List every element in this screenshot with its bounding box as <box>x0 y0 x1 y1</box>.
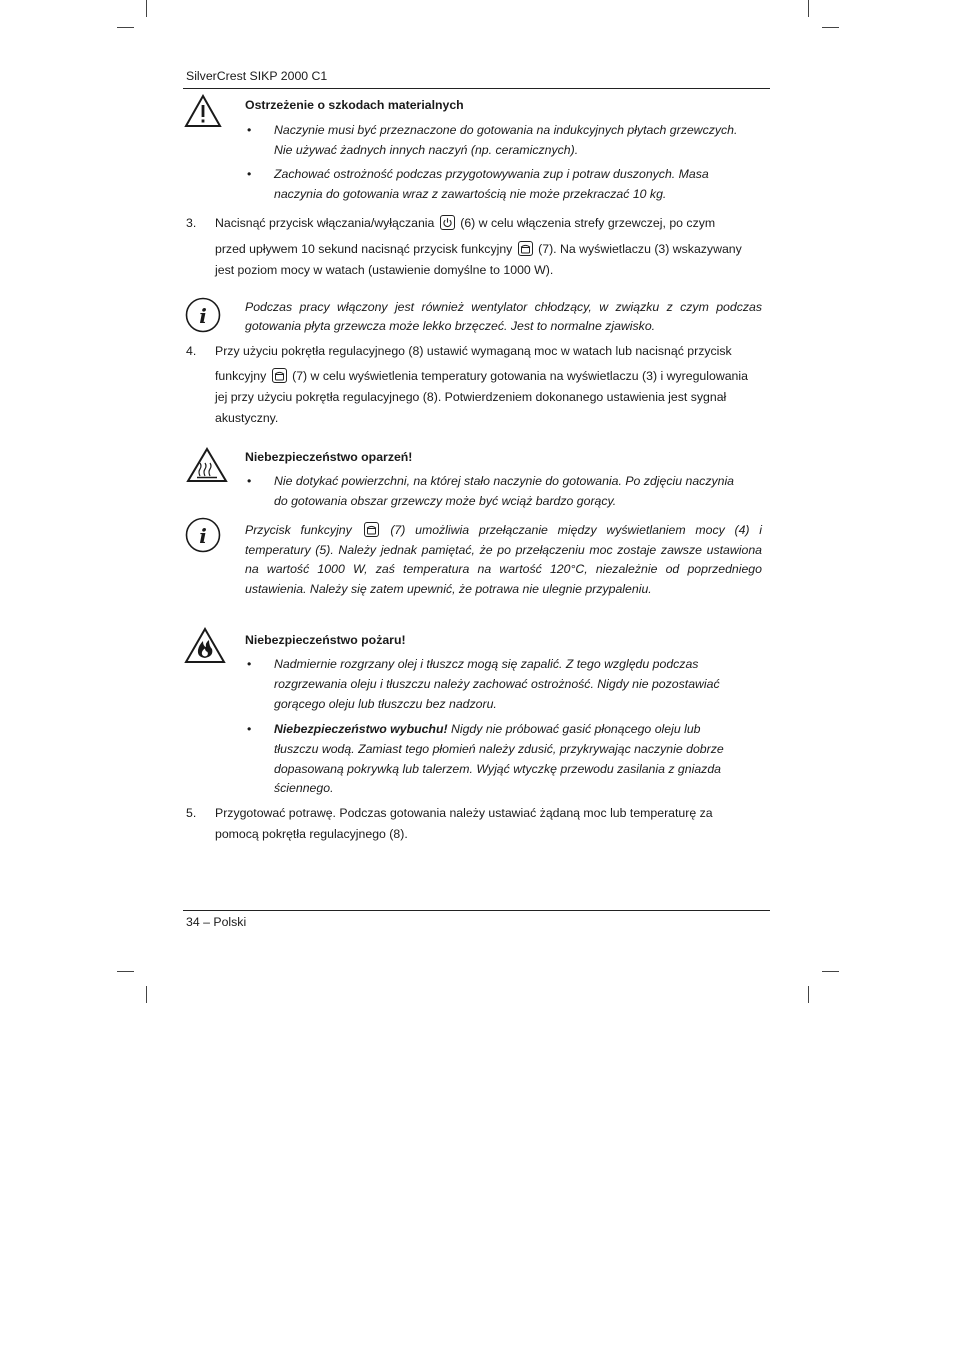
fire-warning-heading: Niebezpieczeństwo pożaru! <box>245 633 406 647</box>
info-text: gotowania płyta grzewcza może lekko brzęczeć. Jest to normalne zjawisko. <box>245 319 656 333</box>
step-number: 3. <box>186 216 197 230</box>
function-button-icon <box>364 522 379 537</box>
crop-mark <box>117 971 134 972</box>
page-footer <box>186 912 246 932</box>
info-text-part: (7) umożliwia przełączanie między wyświetlaniem mocy (4) i <box>390 523 763 537</box>
warning-triangle-icon <box>184 94 222 128</box>
svg-text:i: i <box>199 524 207 548</box>
fire-warning-text <box>274 719 701 739</box>
function-button-icon <box>272 368 287 383</box>
explosion-warning-label: Niebezpieczeństwo wybuchu! <box>274 722 448 736</box>
crop-mark <box>808 0 809 17</box>
step-text-part: (7). Na wyświetlaczu (3) wskazywany <box>538 242 742 256</box>
fire-warning-text: rozgrzewania oleju i tłuszczu należy zachować ostrożność. Nigdy nie pozostawiać <box>274 677 720 691</box>
info-icon <box>185 297 221 333</box>
step-number: 4. <box>186 344 197 358</box>
step-text-part: Nacisnąć przycisk włączania/wyłączania <box>215 216 435 230</box>
crop-mark <box>822 27 839 28</box>
step-text-part: (7) w celu wyświetlenia temperatury gotowania na wyświetlaczu (3) i wyregulowania <box>292 369 748 383</box>
bullet: • <box>247 474 252 488</box>
bullet: • <box>247 167 252 181</box>
step-number: 5. <box>186 806 197 820</box>
fire-warning-text: dopasowaną pokrywką lub talerzem. Wyjąć wtyczkę przewodu zasilania z gniazda <box>274 762 721 776</box>
step-text <box>215 366 748 386</box>
warning-material-text: Nie używać żadnych innych naczyń (np. ceramicznych). <box>274 143 579 157</box>
fire-warning-text: Nadmiernie rozgrzany olej i tłuszcz mogą się zapalić. Z tego względu podczas <box>274 657 699 671</box>
page-header-title: SilverCrest SIKP 2000 C1 <box>186 69 328 83</box>
burn-warning-text: do gotowania obszar grzewczy może być wciąż bardzo gorący. <box>274 494 617 508</box>
info-text: ustawienia. Należy się zatem upewnić, że potrawa nie ulegnie przypaleniu. <box>245 582 652 596</box>
burn-warning-heading: Niebezpieczeństwo oparzeń! <box>245 450 413 464</box>
warning-material-text: naczynia do gotowania wraz z zawartością nie może przekraczać 10 kg. <box>274 187 667 201</box>
step-text <box>215 213 715 233</box>
bullet: • <box>247 123 252 137</box>
header-rule <box>183 88 770 89</box>
step-text: Przy użyciu pokrętła regulacyjnego (8) ustawić wymaganą moc w watach lub nacisnąć przycisk <box>215 344 732 358</box>
footer-language: Polski <box>213 915 247 929</box>
step-text: pomocą pokrętła regulacyjnego (8). <box>215 827 408 841</box>
step-text: jest poziom mocy w watach (ustawienie domyślne to 1000 W). <box>215 263 554 277</box>
page-number: 34 <box>186 915 200 929</box>
bullet: • <box>247 722 252 736</box>
bullet: • <box>247 657 252 671</box>
step-text-part: funkcyjny <box>215 369 267 383</box>
burn-warning-text: Nie dotykać powierzchni, na której stało naczynie do gotowania. Po zdjęciu naczynia <box>274 474 735 488</box>
fire-warning-icon <box>184 627 226 665</box>
info-text: temperatury (5). Należy jednak pamiętać, że po przełączeniu moc zostaje zawsze ustawiona <box>245 543 762 557</box>
step-text: jej przy użyciu pokrętła regulacyjnego (8). Potwierdzeniem dokonanego ustawienia jest sygnał <box>215 390 727 404</box>
info-icon <box>185 517 221 553</box>
info-text: na wartość 1000 W, zaś temperatura na wartość 120°C, niezależnie od poprzedniego <box>245 562 762 576</box>
fire-warning-text-part: Nigdy nie próbować gasić płonącego oleju lub <box>447 722 701 736</box>
crop-mark <box>146 0 147 17</box>
info-text <box>245 520 762 540</box>
svg-text:i: i <box>199 304 207 328</box>
step-text: Przygotować potrawę. Podczas gotowania należy ustawiać żądaną moc lub temperaturę za <box>215 806 713 820</box>
warning-material-text: Zachować ostrożność podczas przygotowywania zup i potraw duszonych. Masa <box>274 167 709 181</box>
fire-warning-text: tłuszczu wodą. Zamiast tego płomień należy zdusić, przykrywając naczynie dobrze <box>274 742 724 756</box>
warning-material-heading: Ostrzeżenie o szkodach materialnych <box>245 98 464 112</box>
step-text: akustyczny. <box>215 411 279 425</box>
hot-surface-warning-icon <box>186 447 228 483</box>
crop-mark <box>146 986 147 1003</box>
crop-mark <box>117 27 134 28</box>
step-text-part: przed upływem 10 sekund nacisnąć przycisk funkcyjny <box>215 242 513 256</box>
step-text-part: (6) w celu włączenia strefy grzewczej, po czym <box>460 216 716 230</box>
fire-warning-text: ściennego. <box>274 781 334 795</box>
function-button-icon <box>518 241 533 256</box>
crop-mark <box>822 971 839 972</box>
warning-material-text: Naczynie musi być przeznaczone do gotowania na indukcyjnych płytach grzewczych. <box>274 123 738 137</box>
info-text-part: Przycisk funkcyjny <box>245 523 352 537</box>
step-text <box>215 239 742 259</box>
fire-warning-text: gorącego oleju lub tłuszczu bez nadzoru. <box>274 697 497 711</box>
crop-mark <box>808 986 809 1003</box>
footer-separator: – <box>203 915 210 929</box>
footer-rule <box>183 910 770 911</box>
power-button-icon <box>440 215 455 230</box>
info-text: Podczas pracy włączony jest również wentylator chłodzący, w związku z czym podczas <box>245 300 762 314</box>
